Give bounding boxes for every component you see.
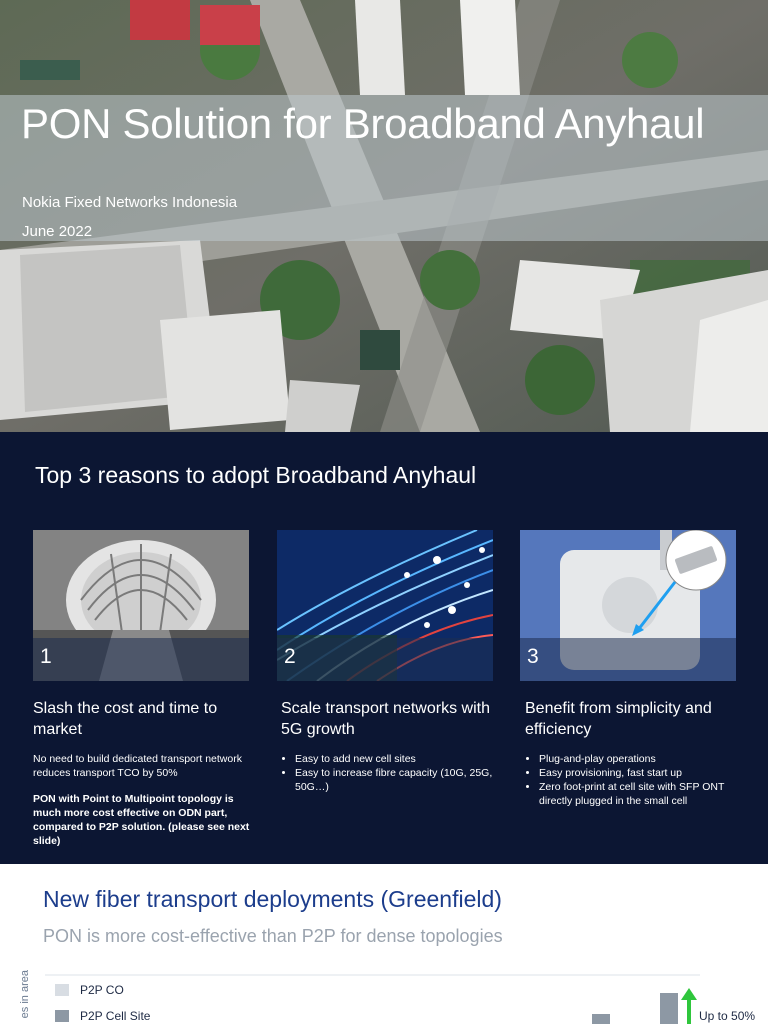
page-title: PON Solution for Broadband Anyhaul bbox=[21, 100, 705, 147]
chart-canvas bbox=[0, 962, 768, 1024]
reason-3-body bbox=[525, 752, 751, 808]
arrow-head-icon bbox=[681, 988, 697, 1000]
organization-name: Nokia Fixed Networks Indonesia bbox=[22, 194, 238, 211]
reason-1-number: 1 bbox=[40, 645, 52, 668]
reason-3-number-band bbox=[520, 638, 736, 681]
reason-1-number-band bbox=[33, 638, 249, 681]
reason-1-bold-note: PON with Point to Multipoint topology is much more cost effective on ODN part, compared to P2P solution. (please see next slide) bbox=[33, 793, 250, 847]
reason-3-number: 3 bbox=[527, 645, 539, 668]
legend-label-p2p-cell-site: P2P Cell Site bbox=[80, 1009, 151, 1023]
reason-2-image bbox=[277, 530, 493, 681]
publication-date: June 2022 bbox=[22, 223, 93, 240]
cost-comparison-chart bbox=[0, 962, 768, 1024]
legend-swatch-p2p-cell-site bbox=[55, 1010, 69, 1022]
reason-2-bullet: • Easy to add new cell sites bbox=[295, 752, 507, 766]
reason-3-bullet: • Zero foot-print at cell site with SFP ONT directly plugged in the small cell bbox=[539, 780, 751, 808]
callout-label: Up to 50% bbox=[699, 1009, 756, 1023]
reason-1-body bbox=[33, 752, 259, 860]
section-heading: New fiber transport deployments (Greenfield) bbox=[43, 886, 502, 912]
reason-3-title: Benefit from simplicity and efficiency bbox=[525, 700, 712, 738]
reason-3-bullets bbox=[525, 752, 751, 808]
bar bbox=[592, 1014, 610, 1024]
bar bbox=[660, 993, 678, 1024]
reason-1-image bbox=[33, 530, 249, 681]
reason-2-bullet: • Easy to increase fibre capacity (10G, 25G, 50G…) bbox=[295, 766, 507, 794]
reason-2-number-band bbox=[277, 638, 493, 681]
reason-2-bullets bbox=[281, 752, 507, 794]
reason-2-number: 2 bbox=[284, 645, 296, 668]
legend-label-p2p-co: P2P CO bbox=[80, 983, 124, 997]
reason-1-paragraph: No need to build dedicated transport network reduces transport TCO by 50% bbox=[33, 753, 242, 779]
reason-3-bullet: • Easy provisioning, fast start up bbox=[539, 766, 751, 780]
y-axis-label: es in area bbox=[19, 970, 31, 1019]
reasons-heading: Top 3 reasons to adopt Broadband Anyhaul bbox=[35, 462, 477, 488]
legend-swatch-p2p-co bbox=[55, 984, 69, 996]
reason-2-body bbox=[281, 752, 507, 794]
hero-subtitle bbox=[22, 188, 237, 246]
reason-2-title: Scale transport networks with 5G growth bbox=[281, 700, 490, 738]
reason-1-title: Slash the cost and time to market bbox=[33, 700, 218, 738]
section-subheading: PON is more cost-effective than P2P for dense topologies bbox=[43, 926, 503, 946]
reason-3-image bbox=[520, 530, 736, 681]
reason-3-bullet: • Plug-and-play operations bbox=[539, 752, 751, 766]
